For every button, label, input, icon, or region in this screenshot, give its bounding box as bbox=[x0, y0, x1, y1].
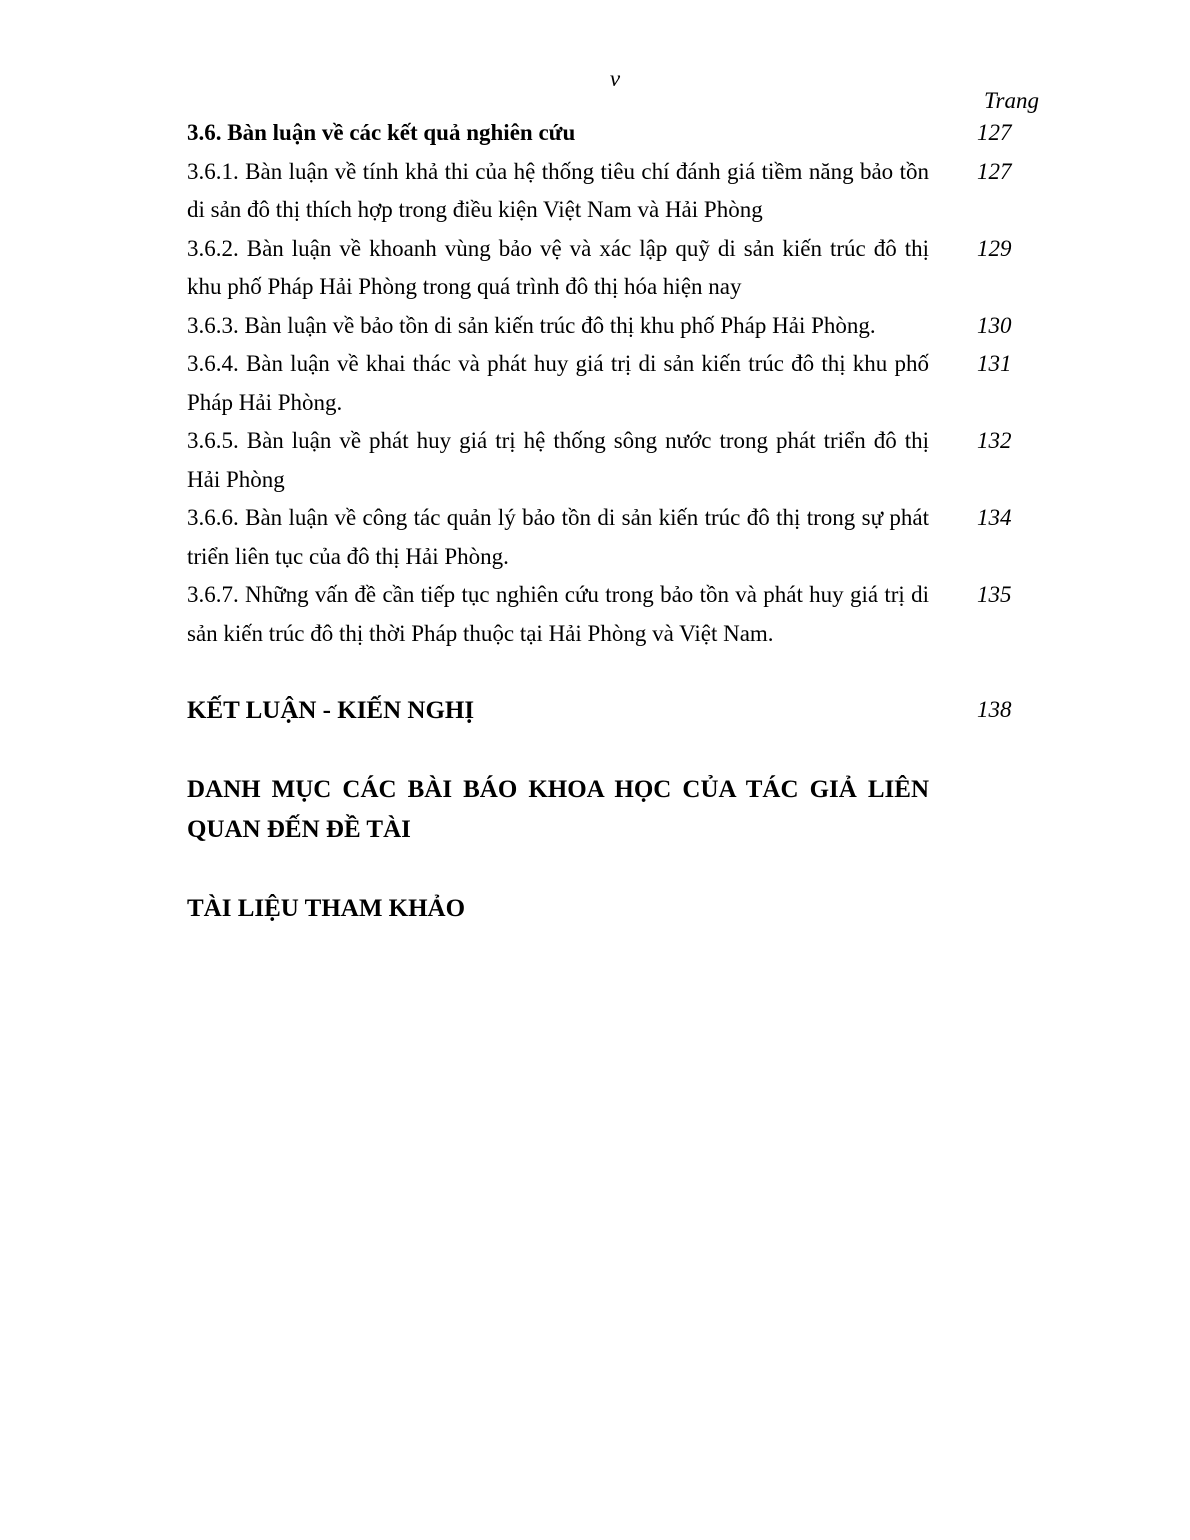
toc-entry-page: 127 bbox=[977, 158, 1012, 184]
toc-entry-title: 3.6.7. Những vấn đề cần tiếp tục nghiên cứu trong bảo tồn và phát huy giá trị di sản kiến trúc đô thị thời Pháp thuộc tại Hải Phòng và Việt Nam. bbox=[187, 582, 929, 646]
toc-section-title: KẾT LUẬN - KIẾN NGHỊ bbox=[187, 697, 475, 724]
toc-section-title: TÀI LIỆU THAM KHẢO bbox=[187, 895, 466, 922]
toc-entry-title: 3.6. Bàn luận về các kết quả nghiên cứu bbox=[187, 120, 576, 145]
toc-section-title: DANH MỤC CÁC BÀI BÁO KHOA HỌC CỦA TÁC GIẢ LIÊN QUAN ĐẾN ĐỀ TÀI bbox=[187, 776, 929, 843]
toc-entry-page: 131 bbox=[977, 351, 1012, 376]
toc-entry-3-6 bbox=[187, 114, 1047, 153]
toc-entry-title: 3.6.1. Bàn luận về tính khả thi của hệ thống tiêu chí đánh giá tiềm năng bảo tồn di sản đô thị thích hợp trong điều kiện Việt Nam và Hải Phòng bbox=[187, 158, 929, 222]
toc-section-page: 138 bbox=[977, 697, 1012, 722]
page-column-label: Trang bbox=[984, 88, 1039, 113]
toc-entry-title: 3.6.5. Bàn luận về phát huy giá trị hệ thống sông nước trong phát triển đô thị Hải Phòng bbox=[187, 428, 929, 492]
toc-entry-3-6-3 bbox=[187, 307, 1047, 346]
toc-entry-title: 3.6.4. Bàn luận về khai thác và phát huy giá trị di sản kiến trúc đô thị khu phố Pháp Hải Phòng. bbox=[187, 351, 929, 415]
toc-entry-3-6-4 bbox=[187, 345, 1047, 422]
toc-entry-page: 135 bbox=[977, 582, 1012, 607]
toc-entry-page: 132 bbox=[977, 428, 1012, 453]
toc-entry-3-6-1 bbox=[187, 153, 1047, 230]
toc-section-conclusion bbox=[187, 691, 1047, 731]
toc-entry-page: 129 bbox=[977, 235, 1012, 261]
toc-entry-page: 134 bbox=[977, 505, 1012, 530]
toc-entry-title: 3.6.3. Bàn luận về bảo tồn di sản kiến trúc đô thị khu phố Pháp Hải Phòng. bbox=[187, 312, 876, 338]
toc-section-publications bbox=[187, 770, 1047, 850]
table-of-contents bbox=[187, 114, 1047, 929]
toc-section-references bbox=[187, 889, 1047, 929]
toc-entry-3-6-6 bbox=[187, 499, 1047, 576]
toc-entry-page: 130 bbox=[977, 312, 1012, 338]
toc-entry-title: 3.6.2. Bàn luận về khoanh vùng bảo vệ và xác lập quỹ di sản kiến trúc đô thị khu phố Pháp Hải Phòng trong quá trình đô thị hóa hiện nay bbox=[187, 235, 929, 299]
toc-entry-3-6-7 bbox=[187, 576, 1047, 653]
page-number: v bbox=[609, 66, 621, 91]
toc-entry-3-6-5 bbox=[187, 422, 1047, 499]
toc-entry-title: 3.6.6. Bàn luận về công tác quản lý bảo tồn di sản kiến trúc đô thị trong sự phát triển liên tục của đô thị Hải Phòng. bbox=[187, 505, 929, 569]
toc-entry-3-6-2 bbox=[187, 230, 1047, 307]
toc-entry-page: 127 bbox=[977, 120, 1012, 145]
